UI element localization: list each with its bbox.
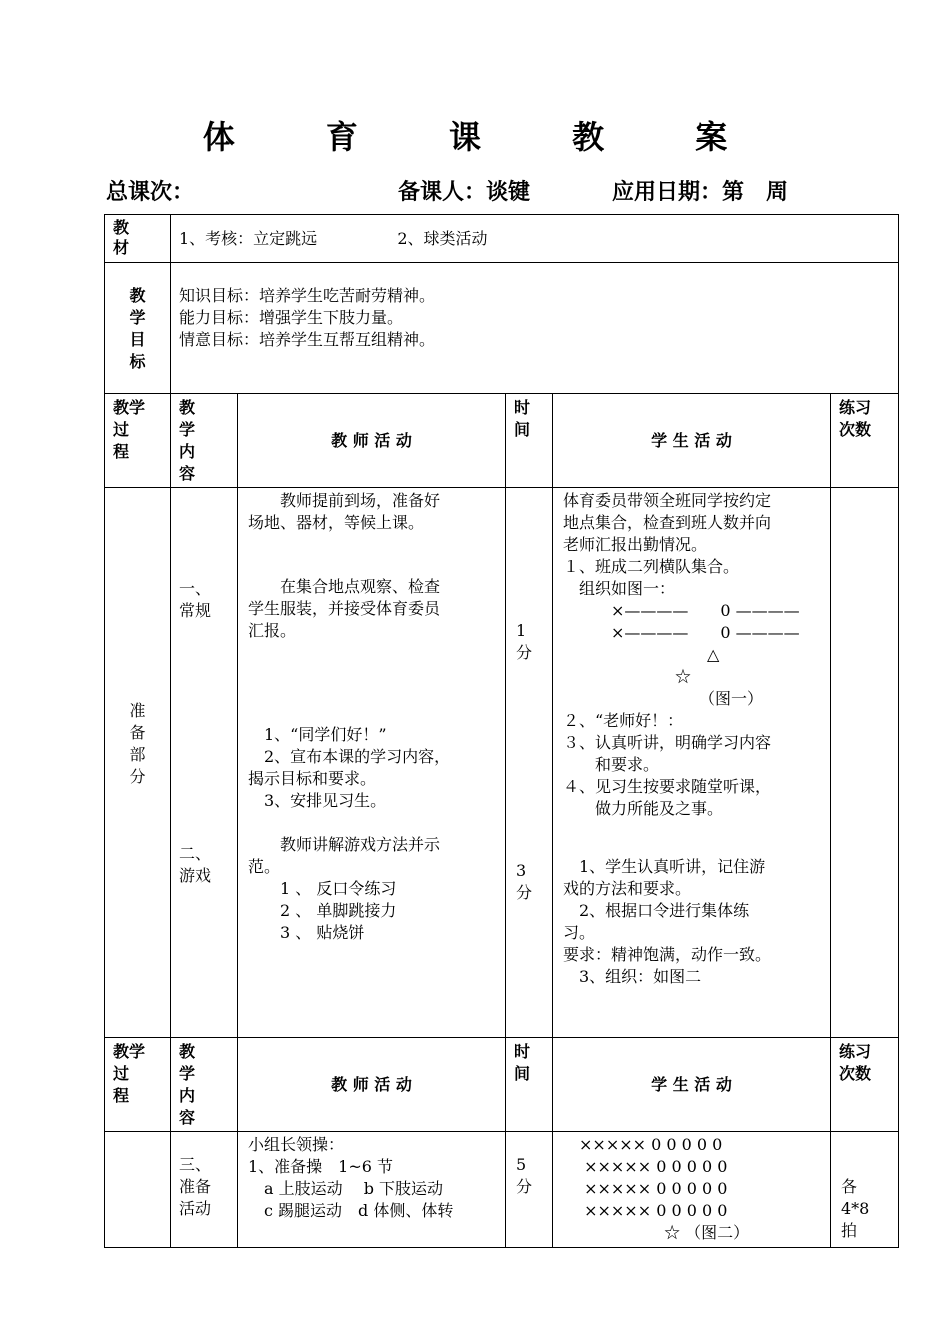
header-row (105, 394, 899, 488)
figure-2: ××××× 0 0 0 0 0 ××××× 0 0 0 0 0 ××××× 0 0 0 0 0 ××××× 0 0 0 0 0 ☆ （图二） (553, 1132, 831, 1248)
teacher-arrival: 教师提前到场，准备好 场地、器材，等候上课。 (248, 491, 441, 532)
prep-row (105, 488, 899, 1038)
header-process: 教学 过 程 (105, 394, 171, 488)
header-time: 时 间 (506, 394, 553, 488)
figure-1: ×———— 0 ———— ×———— 0 ———— △ ☆ （图一） (563, 601, 800, 708)
header-student-2: 学 生 活 动 (553, 1038, 831, 1132)
header-teacher-2: 教 师 活 动 (238, 1038, 506, 1132)
material-item-1: 1、考核：立定跳远 (179, 229, 318, 248)
material-item-2: 2、球类活动 (397, 229, 488, 248)
goals-row (105, 263, 899, 394)
material-row (105, 215, 899, 263)
lesson-plan-table (104, 214, 899, 1248)
header-student: 学 生 活 动 (553, 394, 831, 488)
teacher-inspection: 在集合地点观察、检查 学生服装，并接受体育委员 汇报。 (248, 577, 441, 640)
warmup-row (105, 1132, 899, 1248)
header-process-2: 教学 过 程 (105, 1038, 171, 1132)
warmup-process (105, 1132, 171, 1248)
student-greeting: ２、“老师好！： ３、认真听讲，明确学习内容 和要求。 ４、见习生按要求随堂听课， 做力所能及之事。 (563, 711, 772, 818)
time-routine: 1 分 (516, 621, 533, 662)
total-lessons-label: 总课次： (106, 179, 195, 205)
teacher-greeting: 1、“同学们好！” 2、宣布本课的学习内容， 揭示目标和要求。 3、安排见习生。 (248, 725, 451, 810)
time-game: 3 分 (516, 861, 533, 902)
page-title: 体 育 课 教 案 (202, 118, 768, 156)
prep-count-col (831, 488, 899, 1038)
date-label: 应用日期：第 周 (612, 179, 789, 205)
game-label: 二、 游戏 (179, 844, 212, 885)
student-game: 1、学生认真听讲，记住游 戏的方法和要求。 2、根据口令进行集体练 习。 要求：精神饱满，动作一致。 3、组织：如图二 (563, 857, 772, 986)
header-content-2: 教 学 内 容 (171, 1038, 238, 1132)
warmup-time: 5 分 (506, 1132, 553, 1248)
prep-teacher-col (238, 488, 506, 1038)
header-count-2: 练习 次数 (831, 1038, 899, 1132)
warmup-count: 各 4*8 拍 (831, 1132, 899, 1248)
preparer-label: 备课人：谈键 (398, 179, 531, 205)
prep-time-col (506, 488, 553, 1038)
goal-ability: 能力目标：增强学生下肢力量。 (179, 308, 404, 327)
prep-content-col (171, 488, 238, 1038)
goal-emotion: 情意目标：培养学生互帮互组精神。 (179, 330, 436, 349)
goals-label: 教 学 目 标 (105, 263, 171, 394)
header-content: 教 学 内 容 (171, 394, 238, 488)
header-count: 练习 次数 (831, 394, 899, 488)
header-row-2 (105, 1038, 899, 1132)
header-time-2: 时 间 (506, 1038, 553, 1132)
prep-student-col (553, 488, 831, 1038)
student-assembly: 体育委员带领全班同学按约定 地点集合，检查到班人数并向 老师汇报出勤情况。 １、班成二列横队集合。 组织如图一： (563, 491, 772, 598)
warmup-label: 三、 准备 活动 (171, 1132, 238, 1248)
prep-section-label: 准 备 部 分 (105, 488, 171, 1038)
teacher-game: 教师讲解游戏方法并示 范。 1 、 反口令练习 2 、 单脚跳接力 3 、 贴烧饼 (248, 835, 441, 942)
header-teacher: 教 师 活 动 (238, 394, 506, 488)
warmup-teacher: 小组长领操： 1、准备操 1~6 节 a 上肢运动 b 下肢运动 c 踢腿运动 d 体侧、体转 (238, 1132, 506, 1248)
material-label: 教 材 (105, 215, 171, 263)
goal-knowledge: 知识目标：培养学生吃苦耐劳精神。 (179, 286, 436, 305)
routine-label: 一、 常规 (179, 579, 212, 620)
goals-content (171, 263, 899, 394)
material-content (171, 215, 899, 263)
